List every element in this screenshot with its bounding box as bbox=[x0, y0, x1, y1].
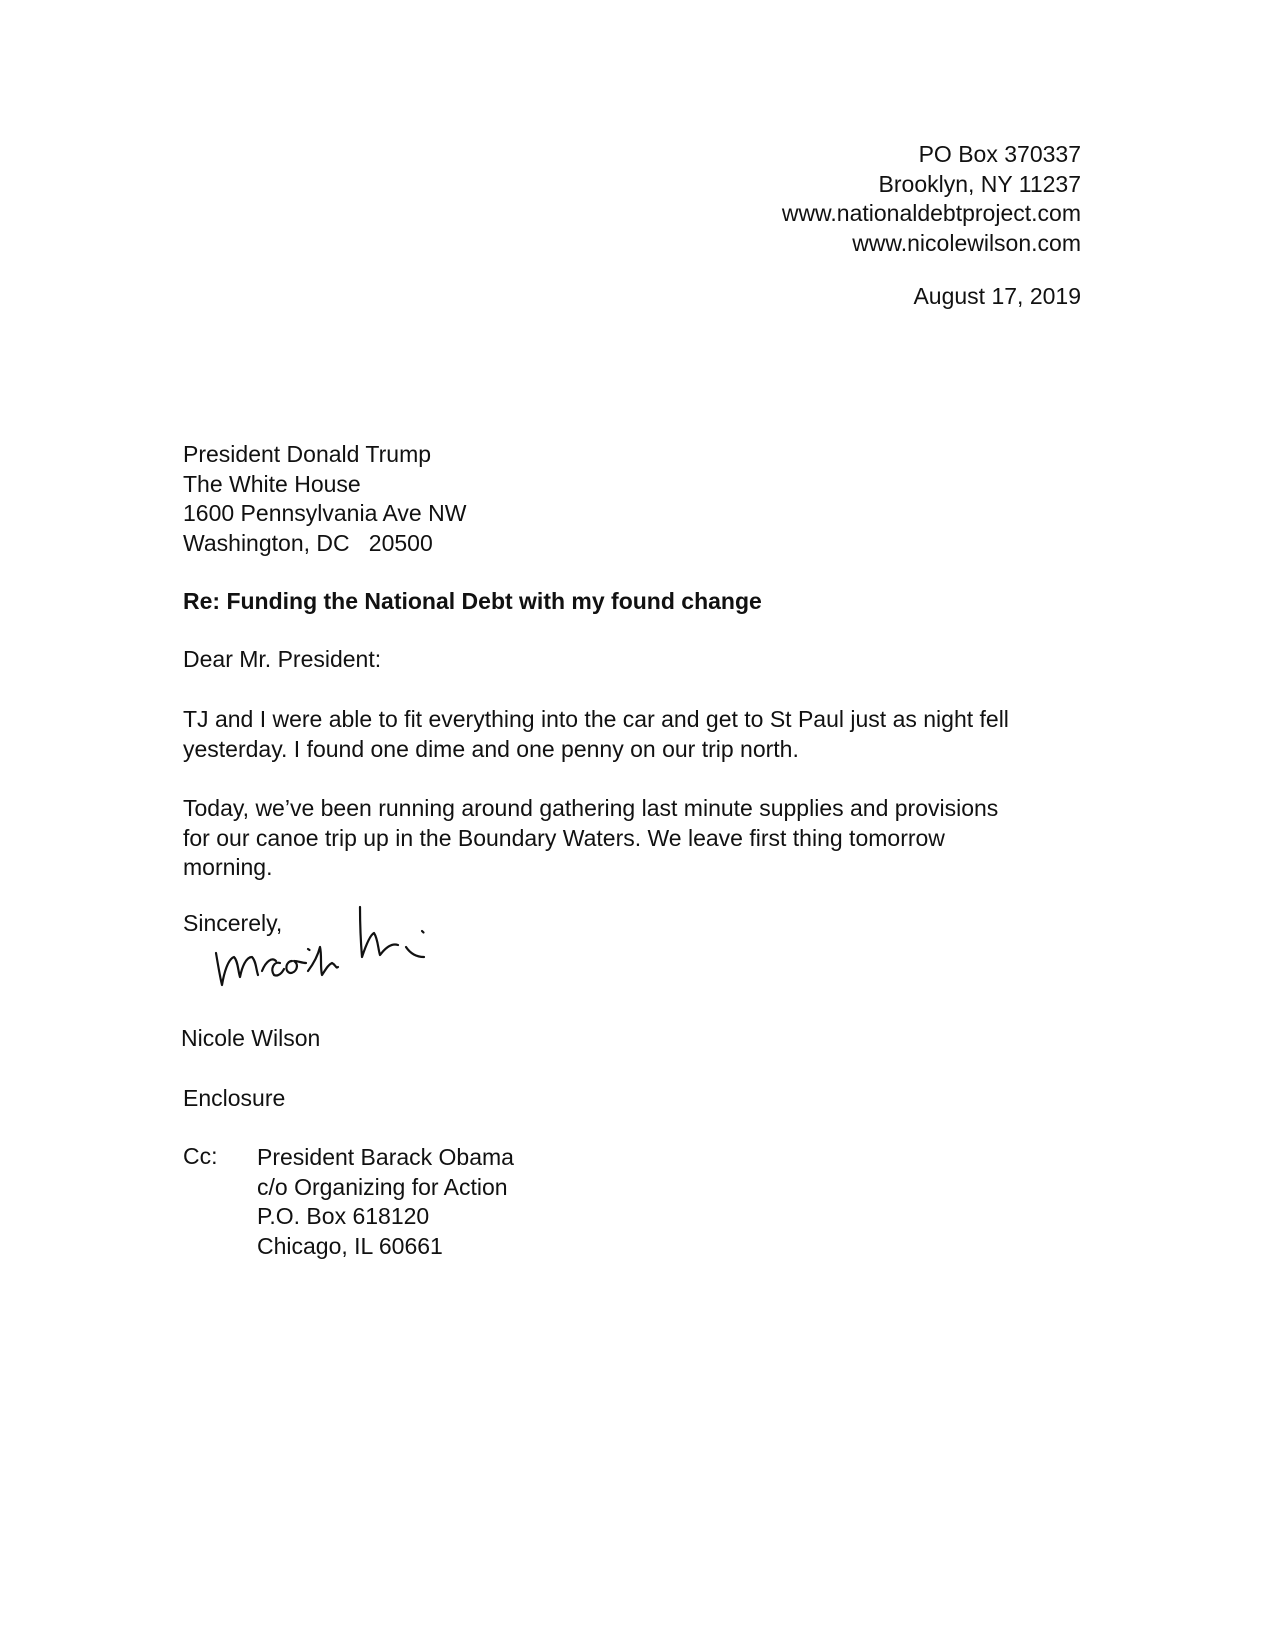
closing: Sincerely, bbox=[183, 910, 283, 936]
body-paragraph-1-line: TJ and I were able to fit everything into the car and get to St Paul just as night fell bbox=[183, 706, 1009, 732]
cc-name: President Barack Obama bbox=[257, 1144, 514, 1170]
sender-address-block bbox=[782, 140, 1081, 258]
body-paragraph-1-line: yesterday. I found one dime and one penny on our trip north. bbox=[183, 735, 799, 762]
recipient-name: President Donald Trump bbox=[183, 441, 432, 467]
sender-city: Brooklyn, NY 11237 bbox=[878, 170, 1081, 197]
recipient-city: Washington, DC 20500 bbox=[183, 529, 433, 556]
body-paragraph-2-line: morning. bbox=[183, 854, 273, 880]
body-paragraph-2-line: for our canoe trip up in the Boundary Waters. We leave first thing tomorrow bbox=[183, 824, 945, 851]
cc-label: Cc: bbox=[183, 1143, 218, 1169]
sender-website-personal: www.nicolewilson.com bbox=[852, 229, 1081, 256]
body-paragraph-2 bbox=[183, 794, 1083, 883]
body-paragraph-2-line: Today, we’ve been running around gathering last minute supplies and provisions bbox=[183, 795, 999, 821]
subject-line: Re: Funding the National Debt with my found change bbox=[183, 588, 762, 614]
letter-date: August 17, 2019 bbox=[913, 283, 1081, 309]
cc-po-box: P.O. Box 618120 bbox=[257, 1203, 430, 1229]
cc-address-block bbox=[257, 1143, 514, 1261]
signer-name: Nicole Wilson bbox=[181, 1025, 321, 1051]
handwritten-signature bbox=[210, 905, 460, 1015]
recipient-street: 1600 Pennsylvania Ave NW bbox=[183, 500, 467, 526]
salutation: Dear Mr. President: bbox=[183, 646, 382, 672]
recipient-address-block bbox=[183, 440, 466, 558]
sender-po-box: PO Box 370337 bbox=[918, 141, 1081, 167]
cc-city: Chicago, IL 60661 bbox=[257, 1232, 443, 1259]
body-paragraph-1 bbox=[183, 705, 1083, 764]
enclosure-notation: Enclosure bbox=[183, 1085, 286, 1111]
sender-website-project: www.nationaldebtproject.com bbox=[781, 200, 1081, 226]
recipient-organization: The White House bbox=[183, 470, 361, 497]
cc-care-of: c/o Organizing for Action bbox=[257, 1173, 508, 1200]
